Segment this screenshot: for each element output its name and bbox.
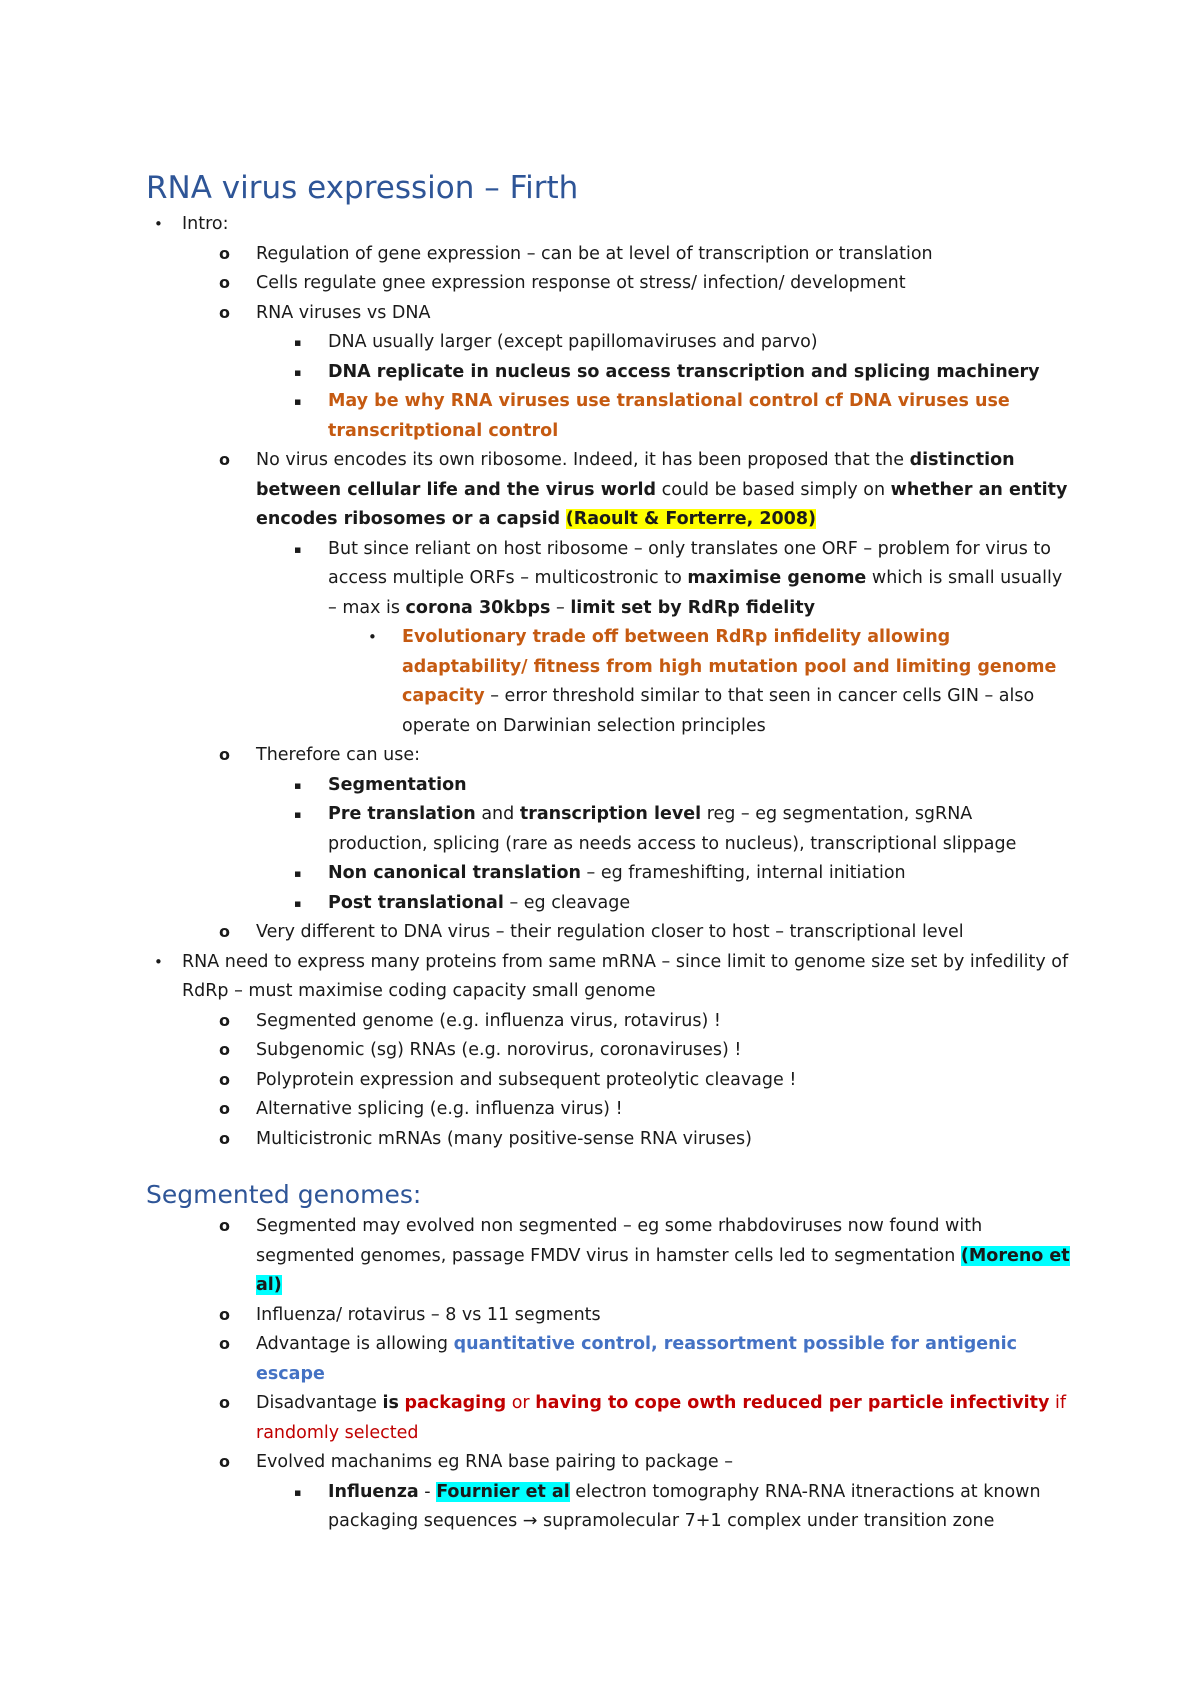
list-item: o No virus encodes its own ribosome. Indeed, it has been proposed that the distinction between cellular life and the virus world could be based simply on whether an entity encodes ribosomes or a capsid (Raoult & Forterre, 2008): [146, 446, 1076, 535]
page-title: RNA virus expression – Firth: [146, 170, 579, 206]
list-item-rna-need: • RNA need to express many proteins from same mRNA – since limit to genome size set by infedility of RdRp – must maximise coding capacity small genome: [146, 948, 1076, 1007]
intro-label: Intro:: [182, 214, 229, 234]
bullet-marker: •: [368, 628, 377, 646]
bullet-marker: o: [219, 302, 230, 322]
intro-list: [146, 210, 1076, 1154]
bullet-marker: o: [219, 1452, 230, 1471]
bullet-marker: ▪: [294, 365, 302, 379]
bullet-marker: o: [219, 745, 230, 764]
bullet-marker: o: [219, 1040, 230, 1059]
bullet-marker: o: [219, 1128, 230, 1148]
bullet-marker: o: [219, 922, 230, 941]
bullet-marker: o: [219, 1334, 230, 1353]
list-item: ▪ DNA usually larger (except papillomaviruses and parvo): [146, 328, 1076, 358]
list-item: o Very different to DNA virus – their regulation closer to host – transcriptional level: [146, 918, 1076, 948]
list-item: ▪ Pre translation and transcription level reg – eg segmentation, sgRNA production, splicing (rare as needs access to nucleus), transcriptional slippage: [146, 800, 1076, 859]
list-item: ▪ Segmentation: [146, 771, 1076, 801]
bullet-marker: o: [219, 1393, 230, 1412]
list-item: o Multicistronic mRNAs (many positive-sense RNA viruses): [146, 1125, 1076, 1155]
list-item: o Cells regulate gnee expression response ot stress/ infection/ development: [146, 269, 1076, 299]
list-item: o Influenza/ rotavirus – 8 vs 11 segments: [146, 1301, 1076, 1331]
arrow-right-icon: →: [522, 1511, 538, 1531]
bullet-marker: ▪: [294, 336, 302, 349]
list-item: o Segmented genome (e.g. influenza virus, rotavirus) !: [146, 1007, 1076, 1037]
bullet-marker: o: [219, 273, 230, 292]
list-item: o Advantage is allowing quantitative control, reassortment possible for antigenic escape: [146, 1330, 1076, 1389]
bullet-marker: •: [154, 215, 163, 233]
segmented-list: [146, 1212, 1076, 1537]
list-item: o Subgenomic (sg) RNAs (e.g. norovirus, coronaviruses) !: [146, 1036, 1076, 1066]
citation-highlight: Fournier et al: [436, 1481, 570, 1502]
list-item: o Therefore can use:: [146, 741, 1076, 771]
list-item: ▪ Non canonical translation – eg frameshifting, internal initiation: [146, 859, 1076, 889]
citation-highlight: (Moreno et al): [256, 1245, 1070, 1295]
list-item: o Alternative splicing (e.g. influenza virus) !: [146, 1095, 1076, 1125]
bullet-marker: •: [154, 952, 163, 971]
bullet-marker: o: [219, 1010, 230, 1030]
bullet-marker: o: [219, 1304, 230, 1324]
bullet-marker: ▪: [294, 867, 302, 880]
bullet-marker: o: [219, 243, 230, 263]
list-item: ▪ But since reliant on host ribosome – only translates one ORF – problem for virus to access multiple ORFs – multicostronic to maximise genome which is small usually – max is corona 30kbps – limit set by RdRp fidelity: [146, 535, 1076, 624]
list-item: ▪ Influenza - Fournier et al electron tomography RNA-RNA itneractions at known packaging sequences → supramolecular 7+1 complex under transition zone: [146, 1478, 1076, 1537]
list-item: o Segmented may evolved non segmented – eg some rhabdoviruses now found with segmented genomes, passage FMDV virus in hamster cells led to segmentation (Moreno et al): [146, 1212, 1076, 1301]
list-item: ▪ Post translational – eg cleavage: [146, 889, 1076, 919]
list-item: o RNA viruses vs DNA: [146, 299, 1076, 329]
list-item: • Evolutionary trade off between RdRp infidelity allowing adaptability/ fitness from high mutation pool and limiting genome capacity – error threshold similar to that seen in cancer cells GIN – also operate on Darwinian selection principles: [146, 623, 1076, 741]
bullet-marker: o: [219, 450, 230, 469]
bullet-marker: ▪: [294, 1485, 302, 1499]
bullet-marker: o: [219, 1216, 230, 1235]
bullet-marker: o: [219, 1099, 230, 1118]
bullet-marker: ▪: [294, 808, 302, 821]
bullet-marker: ▪: [294, 778, 302, 792]
bullet-marker: ▪: [294, 395, 302, 408]
list-item: o Polyprotein expression and subsequent proteolytic cleavage !: [146, 1066, 1076, 1096]
list-item: ▪ DNA replicate in nucleus so access transcription and splicing machinery: [146, 358, 1076, 388]
list-item: o Regulation of gene expression – can be at level of transcription or translation: [146, 240, 1076, 270]
document-body: [146, 168, 1076, 1537]
section-heading-segmented: Segmented genomes:: [146, 1180, 422, 1209]
list-item: o Disadvantage is packaging or having to cope owth reduced per particle infectivity if randomly selected: [146, 1389, 1076, 1448]
list-item-intro: [146, 210, 1076, 240]
bullet-marker: ▪: [294, 896, 302, 910]
bullet-marker: ▪: [294, 542, 302, 556]
list-item: ▪ May be why RNA viruses use translational control cf DNA viruses use transcritptional control: [146, 387, 1076, 446]
list-item: o Evolved machanims eg RNA base pairing to package –: [146, 1448, 1076, 1478]
bullet-marker: o: [219, 1069, 230, 1089]
citation-highlight: (Raoult & Forterre, 2008): [565, 509, 817, 529]
